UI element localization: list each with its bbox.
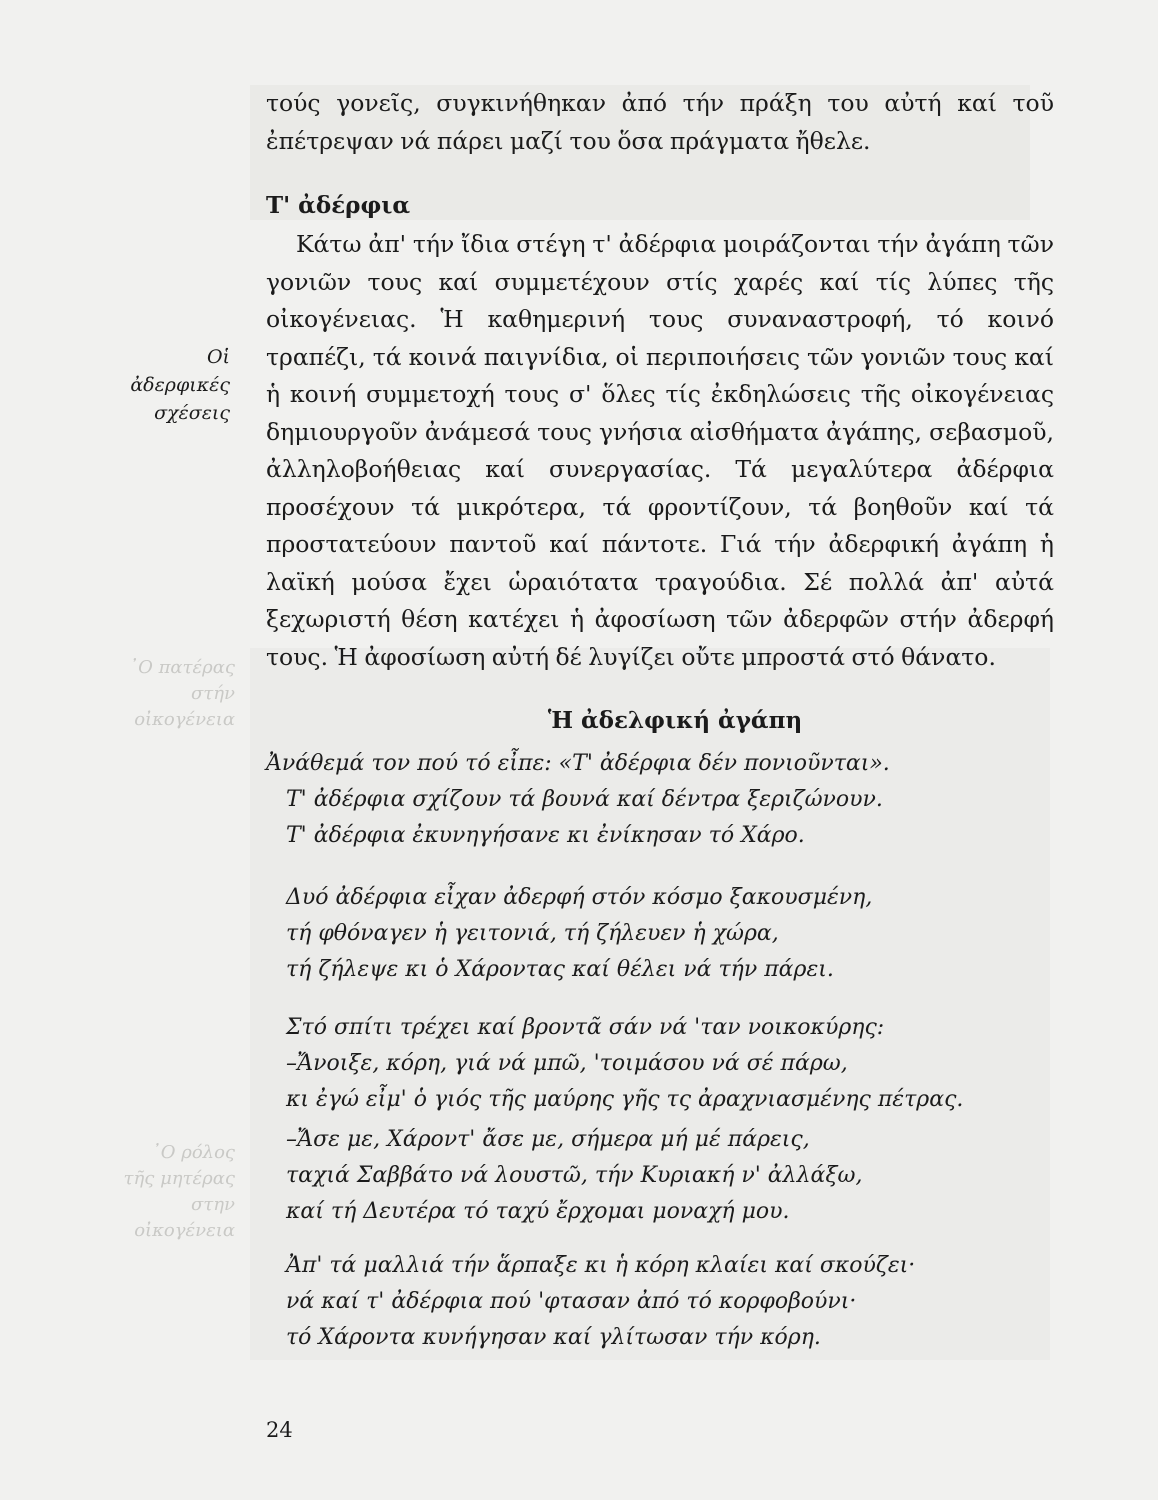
show-through-note-1: ᾽Ο πατέρας στήν οἰκογένεια [129, 657, 235, 730]
poem-line: –Ἄνοιξε, κόρη, γιά νά μπῶ, 'τοιμάσου νά σέ πάρω, [286, 1051, 848, 1076]
poem-line: Τ' ἀδέρφια σχίζουν τά βουνά καί δέντρα ξεριζώνουν. [286, 787, 883, 812]
poem-stanza [266, 1122, 1054, 1230]
section [266, 192, 1054, 219]
poem-line: Ἀνάθεμά τον πού τό εἶπε: «Τ' ἀδέρφια δέν πονιοῦνται». [266, 751, 890, 776]
section-paragraph: Κάτω ἀπ' τήν ἴδια στέγη τ' ἀδέρφια μοιράζονται τήν ἀγάπη τῶν γονιῶν τους καί συμμετέχουν στίς χαρές καί τίς λύπες τῆς οἰκογένειας. Ἡ καθημερινή τους συναναστροφή, τό κοινό τραπέζι, τά κοινά παιγνίδια, οἱ περιποιήσεις τῶν γονιῶν τους καί ἡ κοινή συμμετοχή τους σ' ὅλες τίς ἐκδηλώσεις τῆς οἰκογένειας δημιουργοῦν ἀνάμεσά τους γνήσια αἰσθήματα ἀγάπης, σεβασμοῦ, ἀλληλοβοήθειας καί συνεργασίας. Τά μεγαλύτερα ἀδέρφια προσέχουν τά μικρότερα, τά φροντίζουν, τά βοηθοῦν καί τά προστατεύουν παντοῦ καί πάντοτε. Γιά τήν ἀδερφική ἀγάπη ἡ λαϊκή μούσα ἔχει ὡραιότατα τραγούδια. Σέ πολλά ἀπ' αὐτά ξεχωριστή θέση κατέχει ἡ ἀφοσίωση τῶν ἀδερφῶν στήν ἀδερφή τους. Ἡ ἀφοσίωση αὐτή δέ λυγίζει οὔτε μπροστά στό θάνατο. [266, 230, 1054, 671]
margin-note-line: ἀδερφικές [130, 374, 230, 396]
margin-note [118, 343, 230, 427]
poem-stanza [266, 1248, 1054, 1356]
continuation-block [266, 85, 1054, 160]
margin-note-line: σχέσεις [154, 402, 230, 424]
poem-body-3 [266, 1010, 1054, 1118]
poem-body-5 [266, 1248, 1054, 1356]
section-body [266, 226, 1054, 676]
poem-line: Δυό ἀδέρφια εἶχαν ἀδερφή στόν κόσμο ξακουσμένη, [286, 885, 873, 910]
poem-line: ταχιά Σαββάτο νά λουστῶ, τήν Κυριακή ν' ἀλλάξω, [286, 1163, 863, 1188]
page-number: 24 [266, 1418, 293, 1442]
show-through-note-2: ᾽Ο ρόλος τῆς μητέρας στην οἰκογένεια [123, 1142, 235, 1241]
poem-line: καί τή Δευτέρα τό ταχύ ἔρχομαι μοναχή μου. [286, 1199, 790, 1224]
poem-body [266, 746, 1054, 854]
poem-line: κι ἐγώ εἶμ' ὁ γιός τῆς μαύρης γῆς τς ἀραχνιασμένης πέτρας. [286, 1087, 964, 1112]
poem-body-4 [266, 1122, 1054, 1230]
poem-line: νά καί τ' ἀδέρφια πού 'φτασαν ἀπό τό κορφοβούνι· [286, 1289, 857, 1314]
poem [266, 707, 1054, 734]
continuation-paragraph: τούς γονεῖς, συγκινήθηκαν ἀπό τήν πράξη του αὐτή καί τοῦ ἐπέτρεψαν νά πάρει μαζί του ὅσα πράγματα ἤθελε. [266, 89, 1054, 155]
poem-line: τό Χάροντα κυνήγησαν καί γλίτωσαν τήν κόρη. [286, 1325, 821, 1350]
poem-line: Στό σπίτι τρέχει καί βροντᾶ σάν νά 'ταν νοικοκύρης: [286, 1015, 885, 1040]
section-heading: Τ' ἀδέρφια [266, 192, 411, 219]
poem-stanza [266, 1010, 1054, 1118]
poem-line: τή ζήλεψε κι ὁ Χάροντας καί θέλει νά τήν πάρει. [286, 957, 834, 982]
poem-title: Ἡ ἀδελφική ἀγάπη [547, 707, 803, 734]
poem-line: τή φθόναγεν ἡ γειτονιά, τή ζήλευεν ἡ χώρα, [286, 921, 779, 946]
margin-note-line: Οἱ [206, 346, 230, 368]
poem-line: Τ' ἀδέρφια ἐκυνηγήσανε κι ἐνίκησαν τό Χάρο. [286, 823, 805, 848]
poem-line: –Ἄσε με, Χάροντ' ἄσε με, σήμερα μή μέ πάρεις, [286, 1127, 810, 1152]
poem-line: Ἀπ' τά μαλλιά τήν ἅρπαξε κι ἡ κόρη κλαίει καί σκούζει· [286, 1253, 916, 1278]
poem-stanza [266, 880, 1054, 988]
poem-body-2 [266, 880, 1054, 988]
poem-stanza [266, 746, 1054, 854]
